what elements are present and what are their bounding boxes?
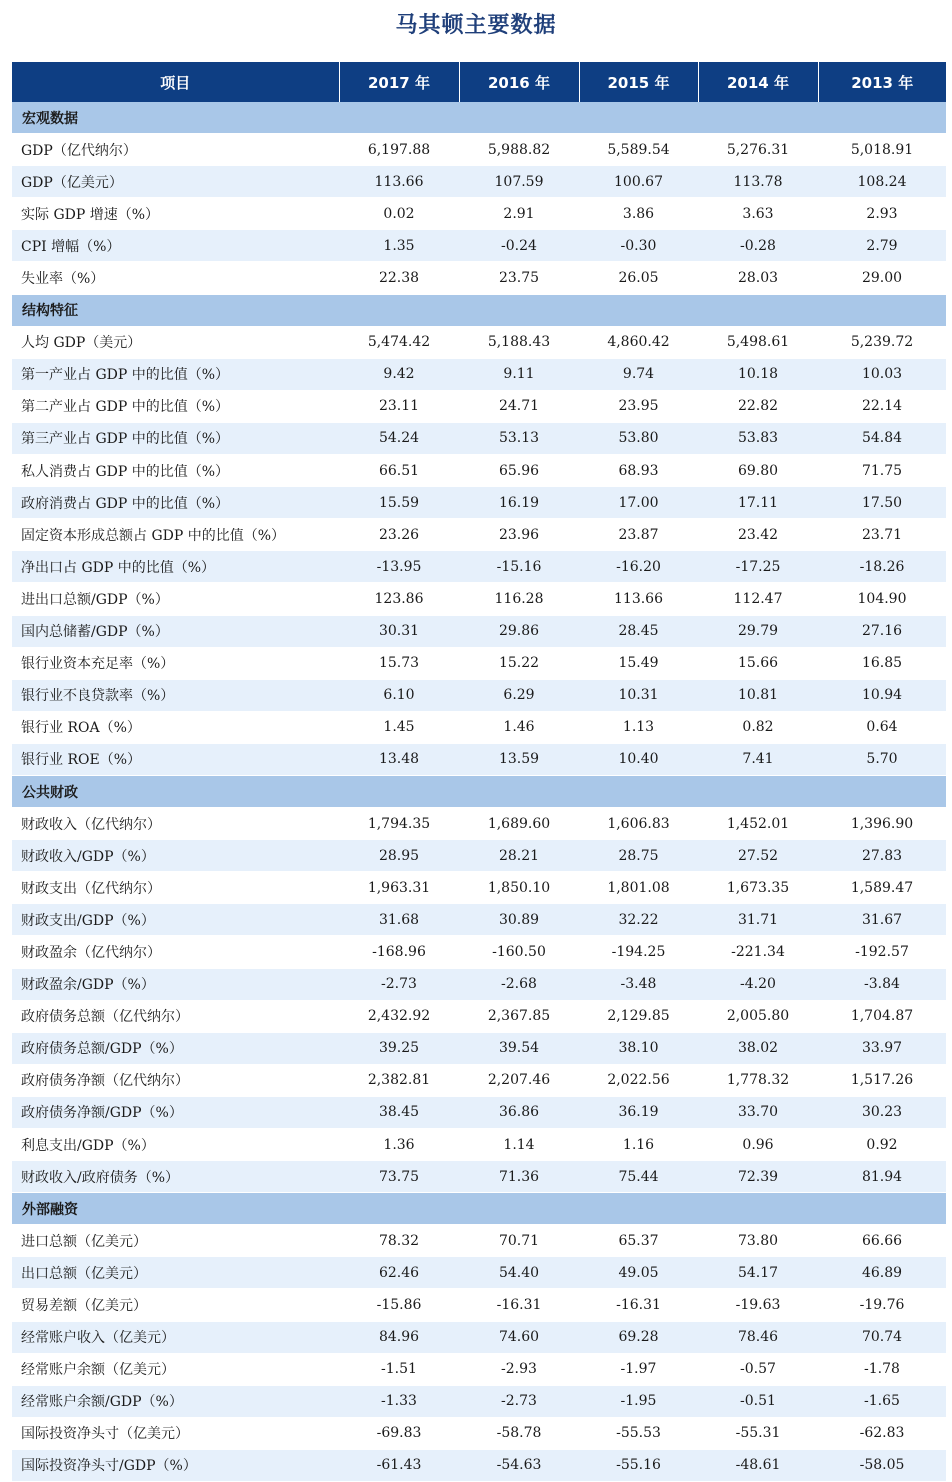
row-label: 银行业不良贷款率（%） (12, 679, 339, 711)
table-row (12, 1321, 946, 1353)
value-cell: 5.70 (818, 743, 946, 775)
value-cell: -58.05 (818, 1449, 946, 1481)
value-cell: -16.31 (459, 1289, 579, 1321)
value-cell: 13.59 (459, 743, 579, 775)
value-cell: 5,018.91 (818, 134, 946, 166)
table-row (12, 390, 946, 422)
value-cell: 31.67 (818, 904, 946, 936)
value-cell: 69.80 (698, 455, 818, 487)
row-label: 失业率（%） (12, 262, 339, 294)
value-cell: 78.46 (698, 1321, 818, 1353)
value-cell: -55.16 (579, 1449, 698, 1481)
value-cell: 1,606.83 (579, 808, 698, 840)
value-cell: 26.05 (579, 262, 698, 294)
table-row (12, 968, 946, 1000)
table-row (12, 198, 946, 230)
table-row (12, 743, 946, 775)
value-cell: 73.75 (339, 1161, 459, 1193)
value-cell: 2,005.80 (698, 1000, 818, 1032)
value-cell: 22.38 (339, 262, 459, 294)
value-cell: 1,704.87 (818, 1000, 946, 1032)
value-cell: -221.34 (698, 936, 818, 968)
value-cell: 16.85 (818, 647, 946, 679)
value-cell: -17.25 (698, 551, 818, 583)
value-cell: -1.97 (579, 1353, 698, 1385)
table-row (12, 551, 946, 583)
value-cell: 5,188.43 (459, 326, 579, 358)
value-cell: 16.19 (459, 487, 579, 519)
row-label: 银行业资本充足率（%） (12, 647, 339, 679)
row-label: 第二产业占 GDP 中的比值（%） (12, 390, 339, 422)
value-cell: 36.19 (579, 1096, 698, 1128)
table-row (12, 134, 946, 166)
value-cell: 23.11 (339, 390, 459, 422)
value-cell: 33.70 (698, 1096, 818, 1128)
value-cell: 27.83 (818, 840, 946, 872)
value-cell: 27.16 (818, 615, 946, 647)
value-cell: -18.26 (818, 551, 946, 583)
table-row (12, 936, 946, 968)
table-row (12, 615, 946, 647)
table-row (12, 487, 946, 519)
table-row (12, 840, 946, 872)
value-cell: -1.51 (339, 1353, 459, 1385)
value-cell: 10.81 (698, 679, 818, 711)
value-cell: 66.51 (339, 455, 459, 487)
value-cell: 116.28 (459, 583, 579, 615)
row-label: 进口总额（亿美元） (12, 1225, 339, 1257)
value-cell: 33.97 (818, 1032, 946, 1064)
value-cell: 1,778.32 (698, 1064, 818, 1096)
table-row (12, 455, 946, 487)
table-body (12, 102, 946, 1482)
value-cell: 10.40 (579, 743, 698, 775)
section-title: 结构特征 (12, 294, 946, 326)
row-label: 政府债务总额（亿代纳尔） (12, 1000, 339, 1032)
row-label: 国内总储蓄/GDP（%） (12, 615, 339, 647)
table-row (12, 326, 946, 358)
table-row (12, 1000, 946, 1032)
value-cell: 5,589.54 (579, 134, 698, 166)
value-cell: 69.28 (579, 1321, 698, 1353)
header-item: 项目 (12, 62, 339, 102)
row-label: 出口总额（亿美元） (12, 1257, 339, 1289)
value-cell: -16.31 (579, 1289, 698, 1321)
value-cell: 1,396.90 (818, 808, 946, 840)
value-cell: 78.32 (339, 1225, 459, 1257)
value-cell: 62.46 (339, 1257, 459, 1289)
value-cell: 74.60 (459, 1321, 579, 1353)
value-cell: -192.57 (818, 936, 946, 968)
value-cell: -194.25 (579, 936, 698, 968)
page-title: 马其顿主要数据 (395, 13, 557, 38)
value-cell: 1,452.01 (698, 808, 818, 840)
value-cell: 6.29 (459, 679, 579, 711)
value-cell: 28.03 (698, 262, 818, 294)
value-cell: -62.83 (818, 1417, 946, 1449)
value-cell: -2.68 (459, 968, 579, 1000)
table-row (12, 230, 946, 262)
value-cell: 2,022.56 (579, 1064, 698, 1096)
table-row (12, 647, 946, 679)
value-cell: 2,367.85 (459, 1000, 579, 1032)
value-cell: 2,129.85 (579, 1000, 698, 1032)
value-cell: -2.73 (339, 968, 459, 1000)
value-cell: 15.73 (339, 647, 459, 679)
row-label: 实际 GDP 增速（%） (12, 198, 339, 230)
value-cell: -2.73 (459, 1385, 579, 1417)
value-cell: 31.71 (698, 904, 818, 936)
value-cell: 1,517.26 (818, 1064, 946, 1096)
section-row (12, 294, 946, 326)
table-row (12, 1064, 946, 1096)
table-row (12, 904, 946, 936)
value-cell: 65.37 (579, 1225, 698, 1257)
value-cell: 75.44 (579, 1161, 698, 1193)
row-label: 国际投资净头寸/GDP（%） (12, 1449, 339, 1481)
value-cell: 10.03 (818, 358, 946, 390)
value-cell: 71.75 (818, 455, 946, 487)
data-table (12, 62, 946, 1482)
value-cell: -19.63 (698, 1289, 818, 1321)
value-cell: 1,794.35 (339, 808, 459, 840)
value-cell: 1.45 (339, 711, 459, 743)
value-cell: -1.95 (579, 1385, 698, 1417)
table-row (12, 1225, 946, 1257)
value-cell: 5,498.61 (698, 326, 818, 358)
value-cell: 38.10 (579, 1032, 698, 1064)
row-label: 银行业 ROE（%） (12, 743, 339, 775)
value-cell: -13.95 (339, 551, 459, 583)
value-cell: 70.74 (818, 1321, 946, 1353)
value-cell: 30.23 (818, 1096, 946, 1128)
value-cell: 24.71 (459, 390, 579, 422)
value-cell: 66.66 (818, 1225, 946, 1257)
table-header (12, 62, 946, 102)
row-label: 第三产业占 GDP 中的比值（%） (12, 422, 339, 454)
value-cell: 9.11 (459, 358, 579, 390)
value-cell: 39.54 (459, 1032, 579, 1064)
value-cell: 1,689.60 (459, 808, 579, 840)
value-cell: 30.31 (339, 615, 459, 647)
value-cell: 28.75 (579, 840, 698, 872)
value-cell: -55.53 (579, 1417, 698, 1449)
value-cell: 71.36 (459, 1161, 579, 1193)
header-year-2013: 2013 年 (818, 62, 946, 102)
section-title: 公共财政 (12, 775, 946, 807)
value-cell: -0.24 (459, 230, 579, 262)
value-cell: 23.26 (339, 519, 459, 551)
value-cell: 5,239.72 (818, 326, 946, 358)
value-cell: 112.47 (698, 583, 818, 615)
value-cell: 53.13 (459, 422, 579, 454)
value-cell: 49.05 (579, 1257, 698, 1289)
value-cell: 23.87 (579, 519, 698, 551)
row-label: 固定资本形成总额占 GDP 中的比值（%） (12, 519, 339, 551)
value-cell: 54.40 (459, 1257, 579, 1289)
value-cell: 65.96 (459, 455, 579, 487)
row-label: 贸易差额（亿美元） (12, 1289, 339, 1321)
table-row (12, 1449, 946, 1481)
value-cell: 17.11 (698, 487, 818, 519)
header-row (12, 62, 946, 102)
value-cell: 7.41 (698, 743, 818, 775)
value-cell: 46.89 (818, 1257, 946, 1289)
row-label: 利息支出/GDP（%） (12, 1129, 339, 1161)
value-cell: 1,673.35 (698, 872, 818, 904)
value-cell: 53.83 (698, 422, 818, 454)
row-label: 财政支出（亿代纳尔） (12, 872, 339, 904)
row-label: GDP（亿美元） (12, 166, 339, 198)
value-cell: -0.51 (698, 1385, 818, 1417)
value-cell: 84.96 (339, 1321, 459, 1353)
value-cell: 3.86 (579, 198, 698, 230)
value-cell: 54.84 (818, 422, 946, 454)
section-row (12, 102, 946, 134)
value-cell: 113.66 (339, 166, 459, 198)
table-row (12, 262, 946, 294)
value-cell: 2,207.46 (459, 1064, 579, 1096)
row-label: 私人消费占 GDP 中的比值（%） (12, 455, 339, 487)
value-cell: 0.02 (339, 198, 459, 230)
header-year-2016: 2016 年 (459, 62, 579, 102)
value-cell: 3.63 (698, 198, 818, 230)
value-cell: 0.92 (818, 1129, 946, 1161)
value-cell: 1.36 (339, 1129, 459, 1161)
value-cell: 107.59 (459, 166, 579, 198)
value-cell: 68.93 (579, 455, 698, 487)
value-cell: 2,432.92 (339, 1000, 459, 1032)
value-cell: 113.78 (698, 166, 818, 198)
value-cell: 54.24 (339, 422, 459, 454)
value-cell: -0.28 (698, 230, 818, 262)
value-cell: 36.86 (459, 1096, 579, 1128)
value-cell: -16.20 (579, 551, 698, 583)
value-cell: 81.94 (818, 1161, 946, 1193)
value-cell: -3.84 (818, 968, 946, 1000)
value-cell: 1.35 (339, 230, 459, 262)
value-cell: 4,860.42 (579, 326, 698, 358)
table-row (12, 583, 946, 615)
value-cell: 15.66 (698, 647, 818, 679)
value-cell: 1,589.47 (818, 872, 946, 904)
row-label: 财政收入/政府债务（%） (12, 1161, 339, 1193)
table-row (12, 1257, 946, 1289)
value-cell: 15.49 (579, 647, 698, 679)
header-year-2017: 2017 年 (339, 62, 459, 102)
value-cell: -0.57 (698, 1353, 818, 1385)
value-cell: -1.78 (818, 1353, 946, 1385)
value-cell: -61.43 (339, 1449, 459, 1481)
value-cell: 108.24 (818, 166, 946, 198)
value-cell: 104.90 (818, 583, 946, 615)
value-cell: 10.18 (698, 358, 818, 390)
value-cell: 38.45 (339, 1096, 459, 1128)
value-cell: 5,276.31 (698, 134, 818, 166)
value-cell: 6.10 (339, 679, 459, 711)
value-cell: 54.17 (698, 1257, 818, 1289)
table-row (12, 519, 946, 551)
table-row (12, 1353, 946, 1385)
table-row (12, 1417, 946, 1449)
row-label: GDP（亿代纳尔） (12, 134, 339, 166)
value-cell: -160.50 (459, 936, 579, 968)
value-cell: 2,382.81 (339, 1064, 459, 1096)
value-cell: -19.76 (818, 1289, 946, 1321)
table-row (12, 711, 946, 743)
value-cell: 17.50 (818, 487, 946, 519)
value-cell: 23.75 (459, 262, 579, 294)
value-cell: 28.45 (579, 615, 698, 647)
row-label: 政府债务净额/GDP（%） (12, 1096, 339, 1128)
row-label: 经常账户余额（亿美元） (12, 1353, 339, 1385)
value-cell: 23.95 (579, 390, 698, 422)
value-cell: -2.93 (459, 1353, 579, 1385)
value-cell: 22.82 (698, 390, 818, 422)
value-cell: -55.31 (698, 1417, 818, 1449)
value-cell: -58.78 (459, 1417, 579, 1449)
value-cell: 70.71 (459, 1225, 579, 1257)
value-cell: 5,988.82 (459, 134, 579, 166)
value-cell: 9.74 (579, 358, 698, 390)
value-cell: 6,197.88 (339, 134, 459, 166)
value-cell: 22.14 (818, 390, 946, 422)
value-cell: 39.25 (339, 1032, 459, 1064)
value-cell: 1,963.31 (339, 872, 459, 904)
table-row (12, 1385, 946, 1417)
header-year-2014: 2014 年 (698, 62, 818, 102)
section-title: 外部融资 (12, 1193, 946, 1225)
table-row (12, 1032, 946, 1064)
value-cell: 38.02 (698, 1032, 818, 1064)
value-cell: -1.65 (818, 1385, 946, 1417)
table-row (12, 872, 946, 904)
value-cell: 9.42 (339, 358, 459, 390)
value-cell: 10.94 (818, 679, 946, 711)
row-label: 人均 GDP（美元） (12, 326, 339, 358)
value-cell: 2.91 (459, 198, 579, 230)
value-cell: -15.86 (339, 1289, 459, 1321)
value-cell: 5,474.42 (339, 326, 459, 358)
table-row (12, 166, 946, 198)
table-row (12, 1289, 946, 1321)
value-cell: 17.00 (579, 487, 698, 519)
row-label: 财政支出/GDP（%） (12, 904, 339, 936)
value-cell: 31.68 (339, 904, 459, 936)
section-row (12, 775, 946, 807)
table-row (12, 358, 946, 390)
value-cell: 29.86 (459, 615, 579, 647)
value-cell: 1.13 (579, 711, 698, 743)
value-cell: 23.71 (818, 519, 946, 551)
value-cell: -15.16 (459, 551, 579, 583)
value-cell: 32.22 (579, 904, 698, 936)
header-year-2015: 2015 年 (579, 62, 698, 102)
value-cell: 113.66 (579, 583, 698, 615)
table-row (12, 1161, 946, 1193)
table-row (12, 422, 946, 454)
value-cell: 73.80 (698, 1225, 818, 1257)
row-label: 第一产业占 GDP 中的比值（%） (12, 358, 339, 390)
table-row (12, 808, 946, 840)
value-cell: 53.80 (579, 422, 698, 454)
row-label: 经常账户余额/GDP（%） (12, 1385, 339, 1417)
row-label: 经常账户收入（亿美元） (12, 1321, 339, 1353)
value-cell: 123.86 (339, 583, 459, 615)
value-cell: 0.64 (818, 711, 946, 743)
value-cell: 72.39 (698, 1161, 818, 1193)
value-cell: 30.89 (459, 904, 579, 936)
table-row (12, 1096, 946, 1128)
row-label: 财政收入（亿代纳尔） (12, 808, 339, 840)
value-cell: 23.96 (459, 519, 579, 551)
row-label: 政府消费占 GDP 中的比值（%） (12, 487, 339, 519)
value-cell: 28.95 (339, 840, 459, 872)
value-cell: 0.82 (698, 711, 818, 743)
value-cell: 29.79 (698, 615, 818, 647)
value-cell: 15.22 (459, 647, 579, 679)
row-label: 财政收入/GDP（%） (12, 840, 339, 872)
value-cell: 1.16 (579, 1129, 698, 1161)
value-cell: -4.20 (698, 968, 818, 1000)
row-label: 净出口占 GDP 中的比值（%） (12, 551, 339, 583)
row-label: 银行业 ROA（%） (12, 711, 339, 743)
value-cell: 1.14 (459, 1129, 579, 1161)
row-label: 财政盈余/GDP（%） (12, 968, 339, 1000)
value-cell: 29.00 (818, 262, 946, 294)
section-row (12, 1193, 946, 1225)
value-cell: 23.42 (698, 519, 818, 551)
value-cell: 10.31 (579, 679, 698, 711)
table-row (12, 679, 946, 711)
value-cell: 27.52 (698, 840, 818, 872)
row-label: 政府债务总额/GDP（%） (12, 1032, 339, 1064)
row-label: 政府债务净额（亿代纳尔） (12, 1064, 339, 1096)
row-label: 进出口总额/GDP（%） (12, 583, 339, 615)
value-cell: 1.46 (459, 711, 579, 743)
value-cell: 15.59 (339, 487, 459, 519)
value-cell: -54.63 (459, 1449, 579, 1481)
row-label: 财政盈余（亿代纳尔） (12, 936, 339, 968)
value-cell: -48.61 (698, 1449, 818, 1481)
value-cell: -168.96 (339, 936, 459, 968)
value-cell: 2.93 (818, 198, 946, 230)
value-cell: -3.48 (579, 968, 698, 1000)
value-cell: 1,850.10 (459, 872, 579, 904)
table-row (12, 1129, 946, 1161)
value-cell: 28.21 (459, 840, 579, 872)
row-label: CPI 增幅（%） (12, 230, 339, 262)
value-cell: 1,801.08 (579, 872, 698, 904)
value-cell: 100.67 (579, 166, 698, 198)
value-cell: -1.33 (339, 1385, 459, 1417)
row-label: 国际投资净头寸（亿美元） (12, 1417, 339, 1449)
value-cell: 2.79 (818, 230, 946, 262)
value-cell: -69.83 (339, 1417, 459, 1449)
value-cell: 0.96 (698, 1129, 818, 1161)
section-title: 宏观数据 (12, 102, 946, 134)
value-cell: 13.48 (339, 743, 459, 775)
value-cell: -0.30 (579, 230, 698, 262)
